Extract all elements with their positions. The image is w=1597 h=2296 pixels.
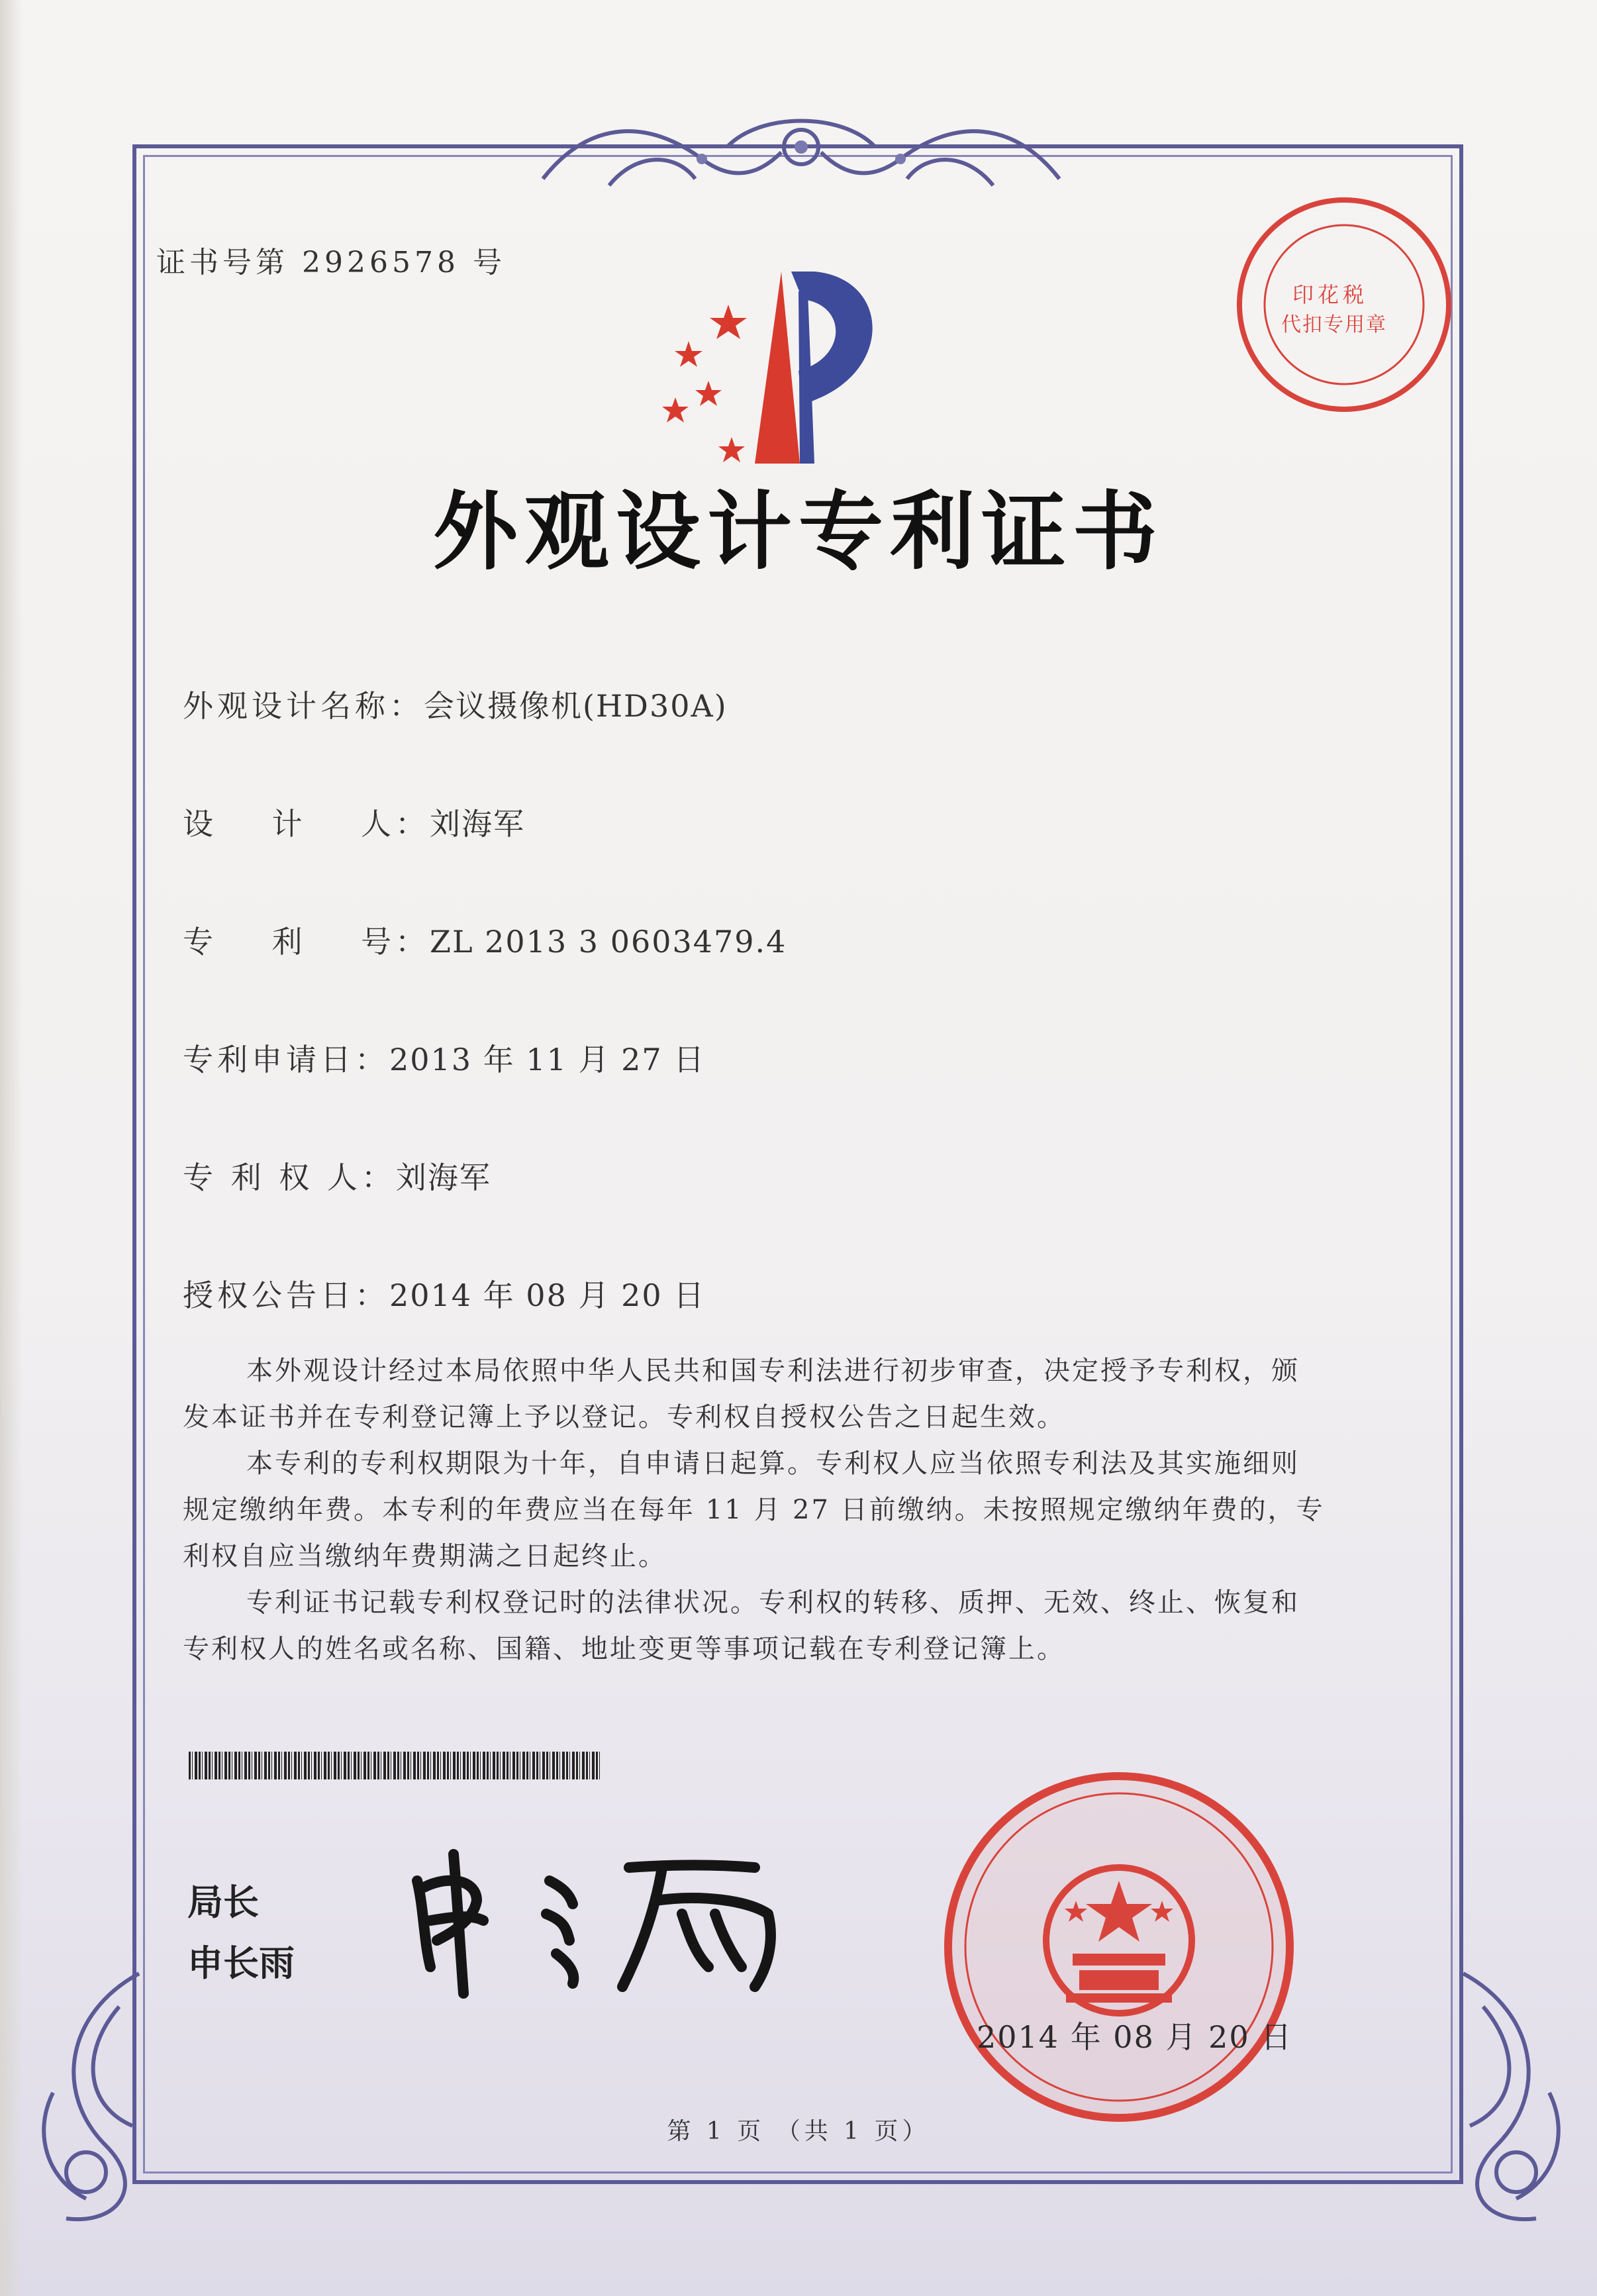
page-title: 外观设计专利证书 [432, 482, 1164, 581]
paragraph-3 [183, 1579, 1375, 1672]
page-number: 第 1 页 （共 1 页） [667, 2118, 930, 2145]
patent-office-logo-icon [649, 265, 914, 477]
paragraph-1 [183, 1348, 1375, 1440]
barcode [189, 1752, 601, 1779]
application-date-field: 专利申请日：2013 年 11 月 27 日 [183, 1042, 706, 1077]
paragraph-2-line-2: 规定缴纳年费。本专利的年费应当在每年 11 月 27 日前缴纳。未按照规定缴纳年费的，专 [183, 1495, 1325, 1525]
paragraph-2 [183, 1440, 1375, 1579]
grant-date-field: 授权公告日：2014 年 08 月 20 日 [183, 1277, 706, 1313]
tax-stamp-center-line-1: 印花税 [1292, 282, 1369, 307]
official-seal-icon [940, 1768, 1298, 2126]
director-name: 申长雨 [187, 1942, 295, 1984]
paragraph-1-line-1: 本外观设计经过本局依照中华人民共和国专利法进行初步审查，决定授予专利权，颁 [246, 1356, 1300, 1386]
paragraph-3-line-2: 专利权人的姓名或名称、国籍、地址变更等事项记载在专利登记簿上。 [183, 1634, 1065, 1664]
corner-ornament-bottom-right-icon [1404, 1960, 1576, 2238]
paragraph-1-line-2: 发本证书并在专利登记簿上予以登记。专利权自授权公告之日起生效。 [183, 1402, 1065, 1432]
paragraph-2-line-3: 利权自应当缴纳年费期满之日起终止。 [183, 1541, 667, 1572]
paragraph-2-line-1: 本专利的专利权期限为十年，自申请日起算。专利权人应当依照专利法及其实施细则 [246, 1448, 1300, 1479]
designer-field: 设 计 人：刘海军 [183, 806, 525, 842]
page-edge-shadow [0, 0, 23, 2296]
top-ornament-icon [530, 106, 1073, 205]
tax-stamp-center-line-2: 代扣专用章 [1281, 313, 1387, 336]
paragraph-3-line-1: 专利证书记载专利权登记时的法律状况。专利权的转移、质押、无效、终止、恢复和 [246, 1587, 1300, 1618]
design-name-field: 外观设计名称：会议摄像机(HD30A) [183, 688, 728, 724]
seal-date: 2014 年 08 月 20 日 [977, 2019, 1293, 2055]
director-title: 局长 [187, 1881, 259, 1923]
patentee-field: 专 利 权 人：刘海军 [183, 1160, 491, 1195]
handwritten-signature-icon [397, 1841, 821, 2000]
corner-ornament-bottom-left-icon [26, 1960, 199, 2238]
patent-number-field: 专 利 号：ZL 2013 3 0603479.4 [183, 924, 787, 960]
certificate-number: 证书号第 2926578 号 [156, 246, 506, 279]
